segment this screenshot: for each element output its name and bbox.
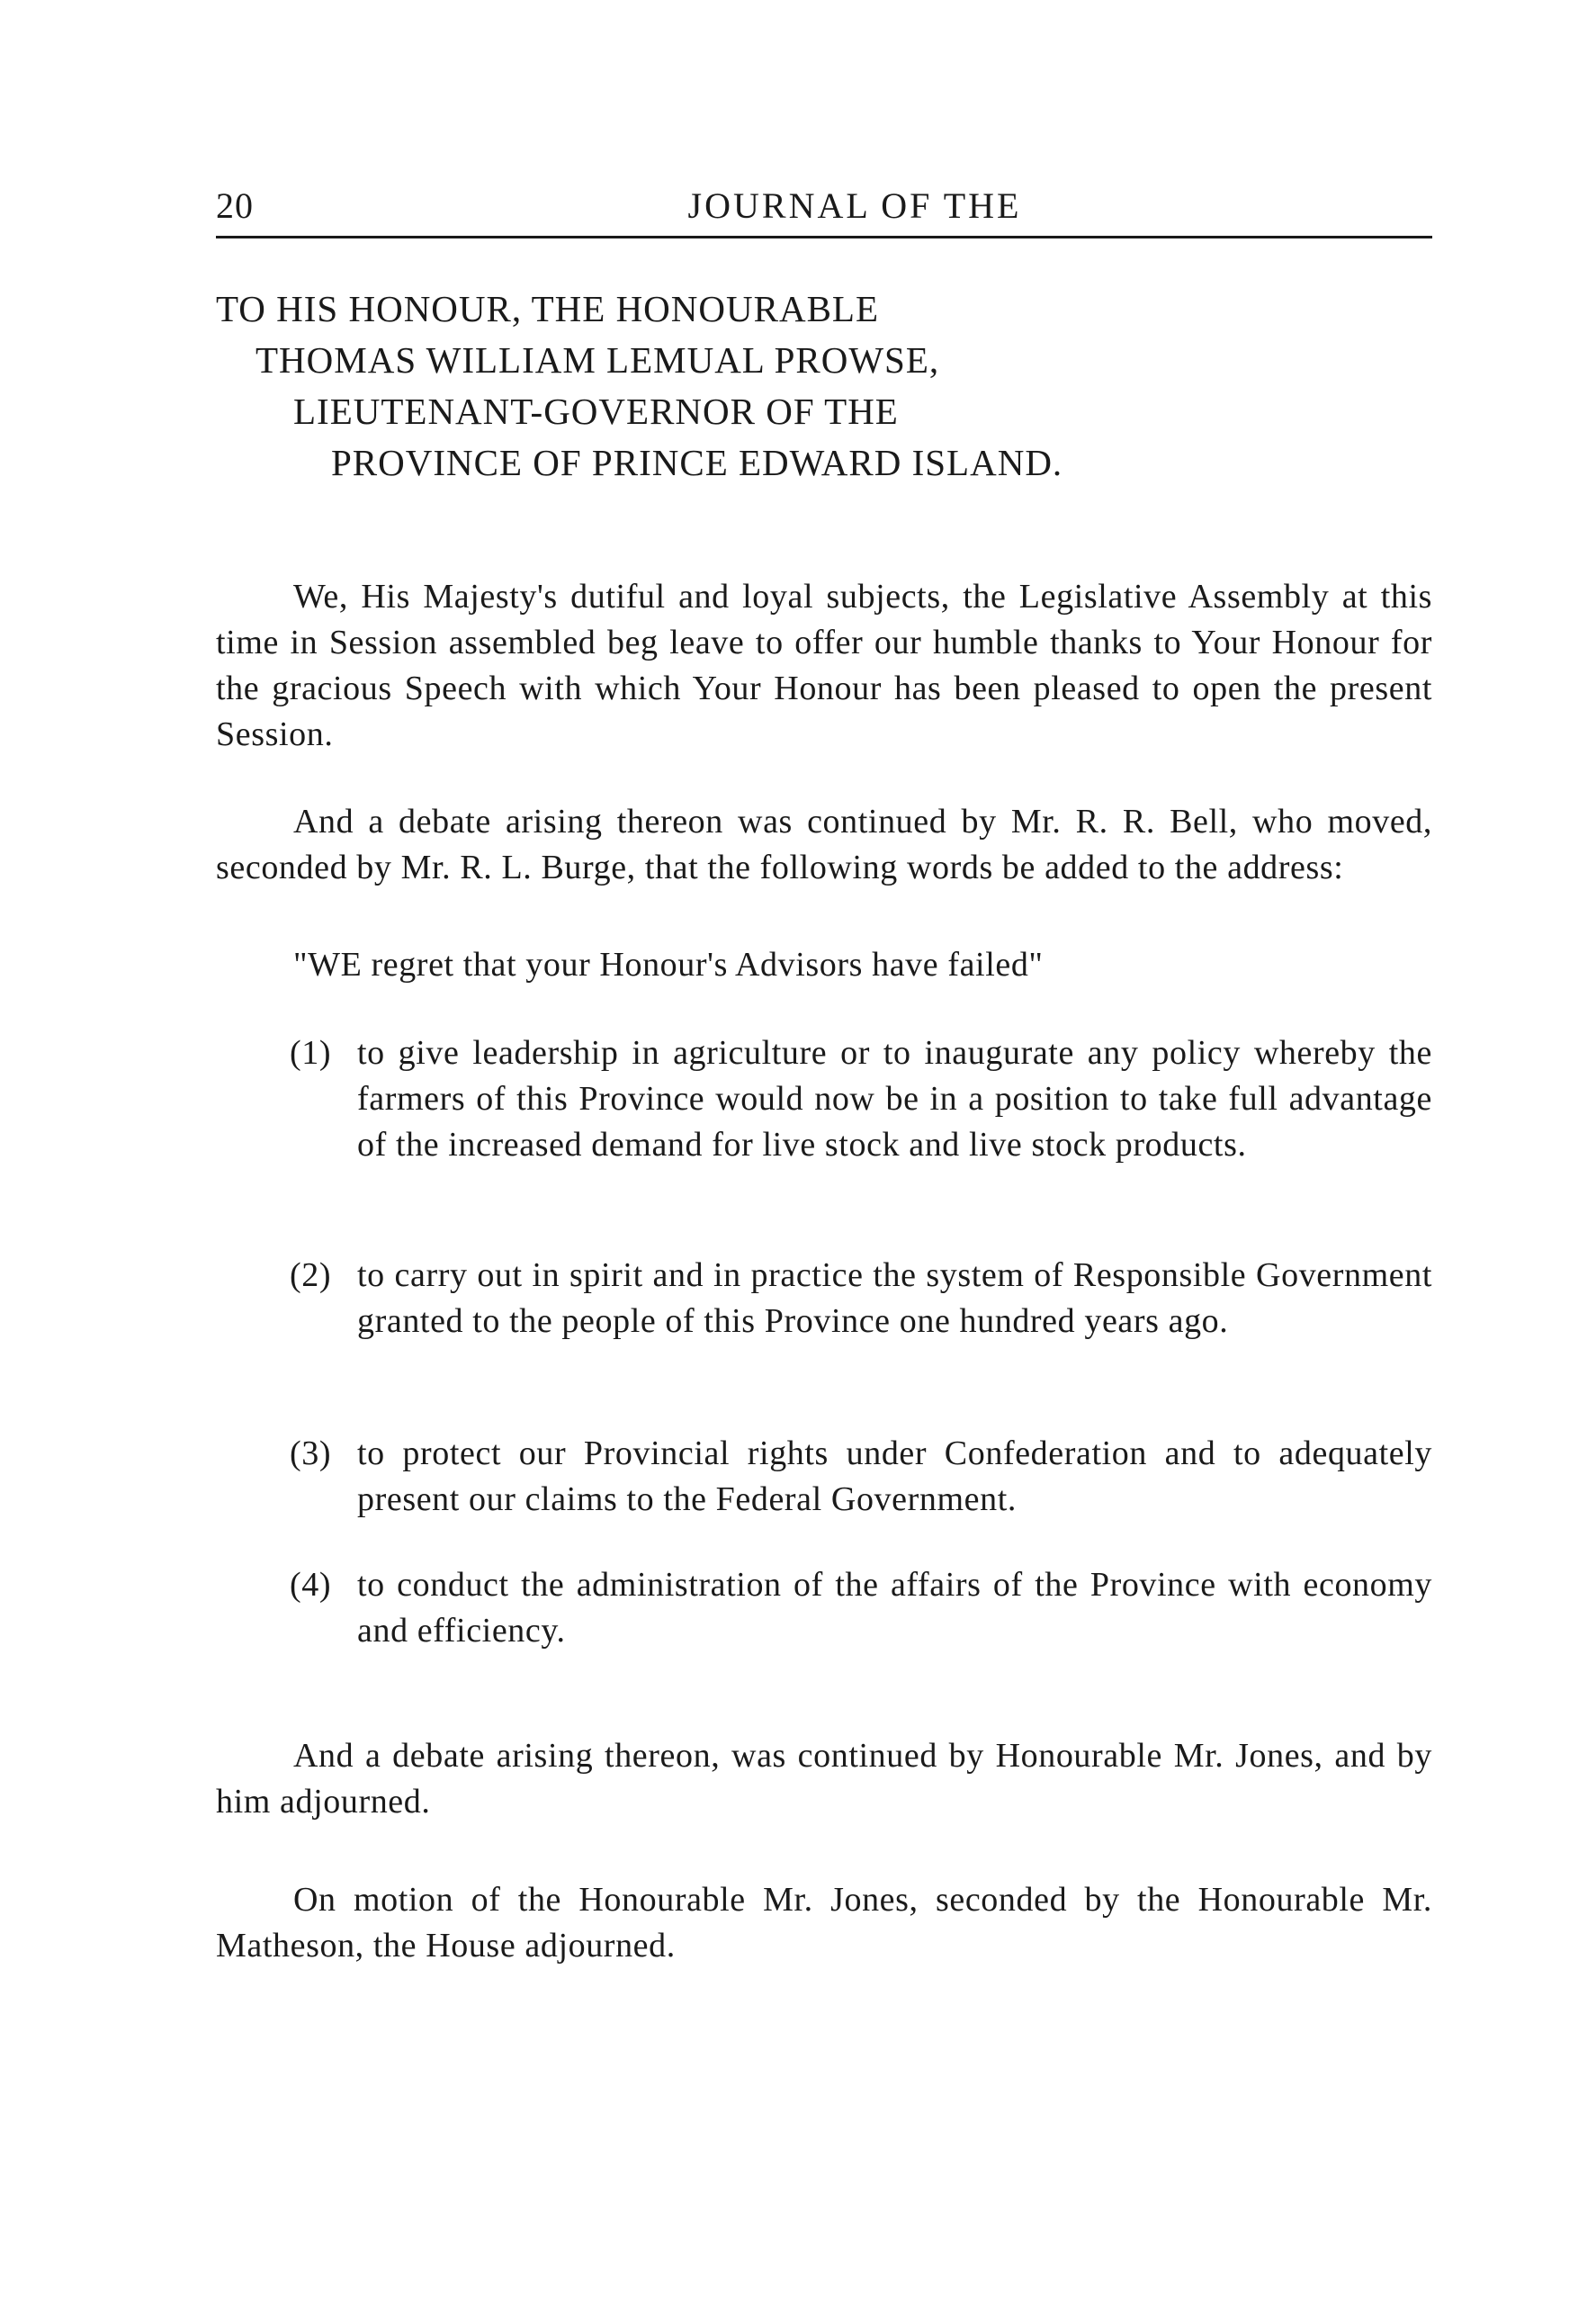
item-text: to carry out in spirit and in practice the system of Responsible Government granted to the people of this Province one hundred years ago. — [357, 1256, 1432, 1340]
amendment-item — [290, 1253, 1432, 1344]
amendment-item — [290, 1562, 1432, 1654]
page-number: 20 — [216, 185, 254, 226]
paragraph-debate-bell: And a debate arising thereon was continued by Mr. R. R. Bell, who moved, seconded by Mr. R. L. Burge, that the following words be added to the address: — [216, 803, 1432, 886]
address-salutation — [216, 283, 1430, 489]
address-line-2: THOMAS WILLIAM LEMUAL PROWSE, — [256, 339, 940, 381]
amendment-item — [290, 1431, 1432, 1523]
item-number: (1) — [290, 1034, 332, 1072]
amendment-item — [290, 1030, 1432, 1168]
paragraph-debate-jones: And a debate arising thereon, was continued by Honourable Mr. Jones, and by him adjourned. — [216, 1737, 1432, 1821]
address-line-1: TO HIS HONOUR, THE HONOURABLE — [216, 288, 880, 329]
item-text: to conduct the administration of the affairs of the Province with economy and efficiency. — [357, 1566, 1432, 1650]
paragraph-address-text: We, His Majesty's dutiful and loyal subjects, the Legislative Assembly at this time in Session assembled beg leave to offer our humble thanks to Your Honour for the gracious Speech with which Your Honour has been pleased to open the present Session. — [216, 578, 1432, 753]
amendment-quote: "WE regret that your Honour's Advisors have failed" — [293, 946, 1044, 984]
address-line-4: PROVINCE OF PRINCE EDWARD ISLAND. — [331, 442, 1063, 483]
address-line-3: LIEUTENANT-GOVERNOR OF THE — [293, 391, 899, 432]
running-head: JOURNAL OF THE — [687, 185, 1022, 226]
item-text: to protect our Provincial rights under Confederation and to adequately present our claims to the Federal Government. — [357, 1434, 1432, 1518]
item-number: (4) — [290, 1566, 332, 1604]
item-text: to give leadership in agriculture or to inaugurate any policy whereby the farmers of this Province would now be in a position to take full advantage of the increased demand for live stock and live stock products. — [357, 1034, 1432, 1164]
header-rule — [216, 236, 1432, 238]
page-header — [216, 184, 1430, 238]
paragraph-adjournment: On motion of the Honourable Mr. Jones, seconded by the Honourable Mr. Matheson, the House adjourned. — [216, 1881, 1432, 1965]
item-number: (2) — [290, 1256, 332, 1294]
item-number: (3) — [290, 1434, 332, 1472]
